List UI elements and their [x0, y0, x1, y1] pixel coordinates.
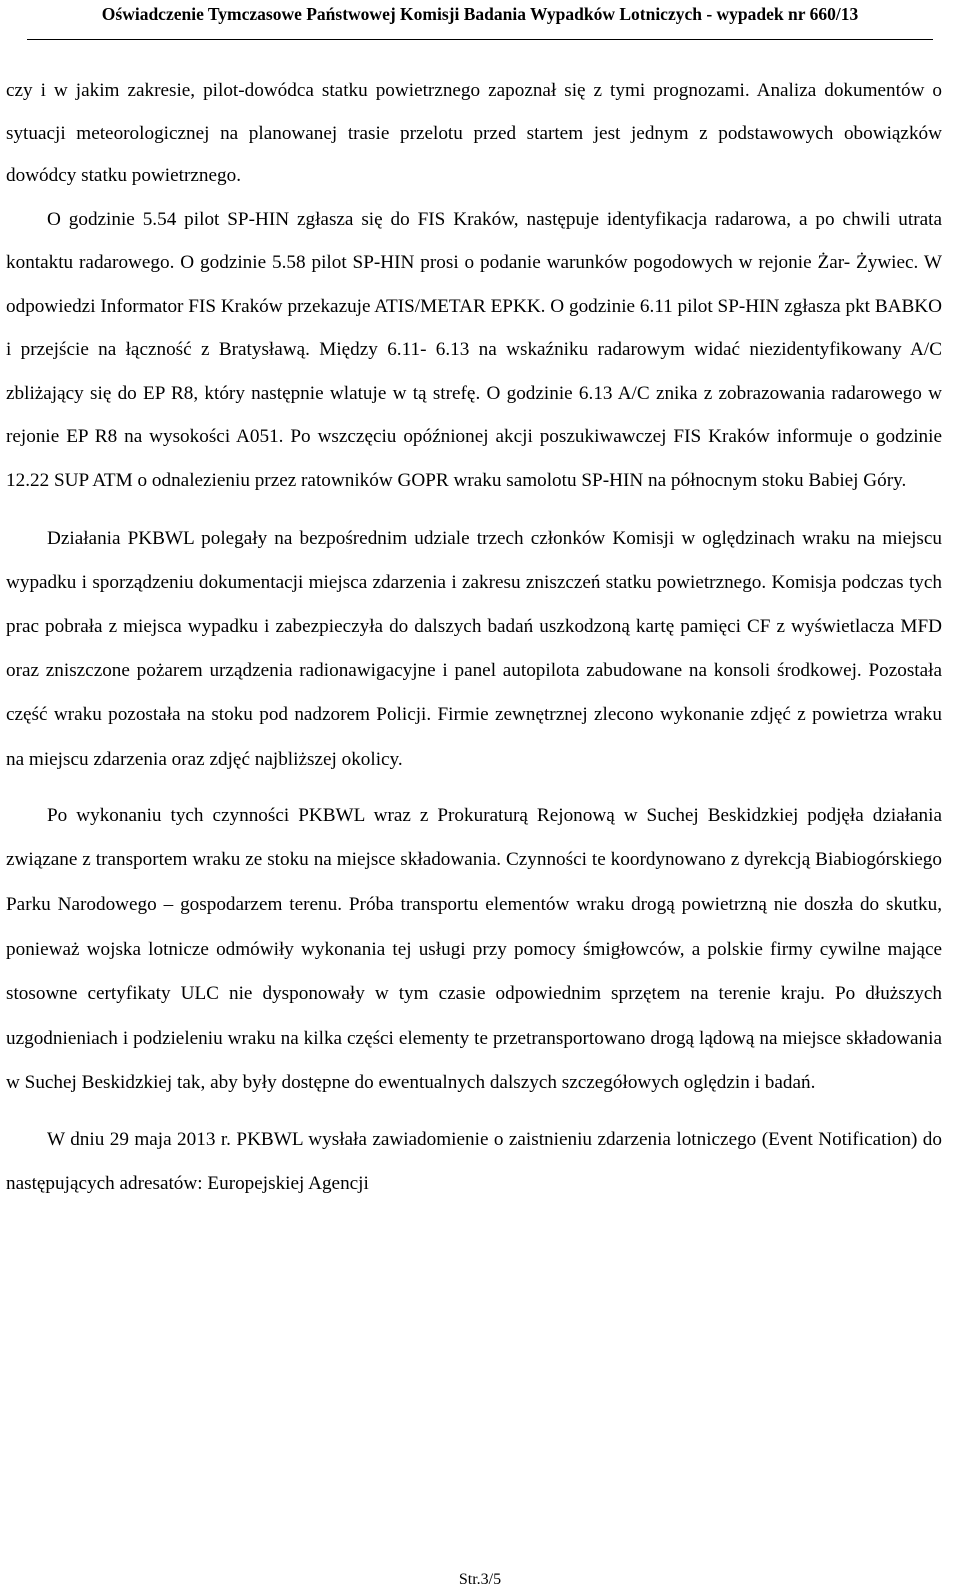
header-title: Oświadczenie Tymczasowe Państwowej Komisji Badania Wypadków Lotniczych - wypadek nr 660/13 [101, 4, 859, 24]
paragraph-event-notification [6, 1118, 942, 1206]
paragraph-prognoses [6, 70, 942, 198]
header-divider [27, 39, 933, 40]
paragraph-text: W dniu 29 maja 2013 r. PKBWL wysłała zawiadomienie o zaistnieniu zdarzenia lotniczego (Event Notification) do następujących adresatów: Europejskiej Agencji [6, 1129, 942, 1195]
paragraph-text: O godzinie 5.54 pilot SP-HIN zgłasza się do FIS Kraków, następuje identyfikacja radarowa, a po chwili utrata kontaktu radarowego. O godzinie 5.58 pilot SP-HIN prosi o podanie warunków pogodowych w rejonie Żar- Żywiec. W odpowiedzi Informator FIS Kraków przekazuje ATIS/METAR EPKK. O godzinie 6.11 pilot SP-HIN zgłasza pkt BABKO i przejście na łączność z Bratysławą. Między 6.11- 6.13 na wskaźniku radarowym widać niezidentyfikowany A/C zbliżający się do EP R8, który następnie wlatuje w tą strefę. O godzinie 6.13 A/C znika z zobrazowania radarowego w rejonie EP R8 na wysokości A051. Po wszczęciu opóźnionej akcji poszukiwawczej FIS Kraków informuje o godzinie 12.22 SUP ATM o odnalezieniu przez ratowników GOPR wraku samolotu SP-HIN na północnym stoku Babiej Góry. [6, 208, 942, 492]
paragraph-text: czy i w jakim zakresie, pilot-dowódca statku powietrznego zapoznał się z tymi prognozami. Analiza dokumentów o sytuacji meteorologicznej na planowanej trasie przelotu przed startem jest jednym z podstawowych obowiązków dowódcy statku powietrznego. [6, 80, 942, 186]
paragraph-radar-timeline [6, 198, 942, 503]
page-number: Str.3/5 [458, 1571, 502, 1588]
document-body [6, 70, 942, 1206]
paragraph-text: Po wykonaniu tych czynności PKBWL wraz z Prokuraturą Rejonową w Suchej Beskidzkiej podjęła działania związane z transportem wraku ze stoku na miejsce składowania. Czynności te koordynowano z dyrekcją Biabiogórskiego Parku Narodowego – gospodarzem terenu. Próba transportu elementów wraku drogą powietrzną nie doszła do skutku, ponieważ wojska lotnicze odmówiły wykonania tej usługi przy pomocy śmigłowców, a polskie firmy cywilne mające stosowne certyfikaty ULC nie dysponowały w tym czasie odpowiednim sprzętem na terenie kraju. Po dłuższych uzgodnieniach i podzieleniu wraku na kilka części elementy te przetransportowano drogą lądową na miejsce składowania w Suchej Beskidzkiej tak, aby były dostępne do ewentualnych dalszych szczegółowych oględzin i badań. [6, 804, 942, 1094]
page-footer [0, 1571, 960, 1589]
document-header [0, 0, 960, 26]
paragraph-text: Działania PKBWL polegały na bezpośrednim udziale trzech członków Komisji w oględzinach wraku na miejscu wypadku i sporządzeniu dokumentacji miejsca zdarzenia i zakresu zniszczeń statku powietrznego. Komisja podczas tych prac pobrała z miejsca wypadku i zabezpieczyła do dalszych badań uszkodzoną kartę pamięci CF z wyświetlacza MFD oraz zniszczone pożarem urządzenia radionawigacyjne i panel autopilota zabudowane na konsoli środkowej. Pozostała część wraku pozostała na stoku pod nadzorem Policji. Firmie zewnętrznej zlecono wykonanie zdjęć z powietrza wraku na miejscu zdarzenia oraz zdjęć najbliższej okolicy. [6, 527, 942, 770]
paragraph-pkbwl-actions [6, 517, 942, 782]
paragraph-wreck-transport [6, 794, 942, 1106]
